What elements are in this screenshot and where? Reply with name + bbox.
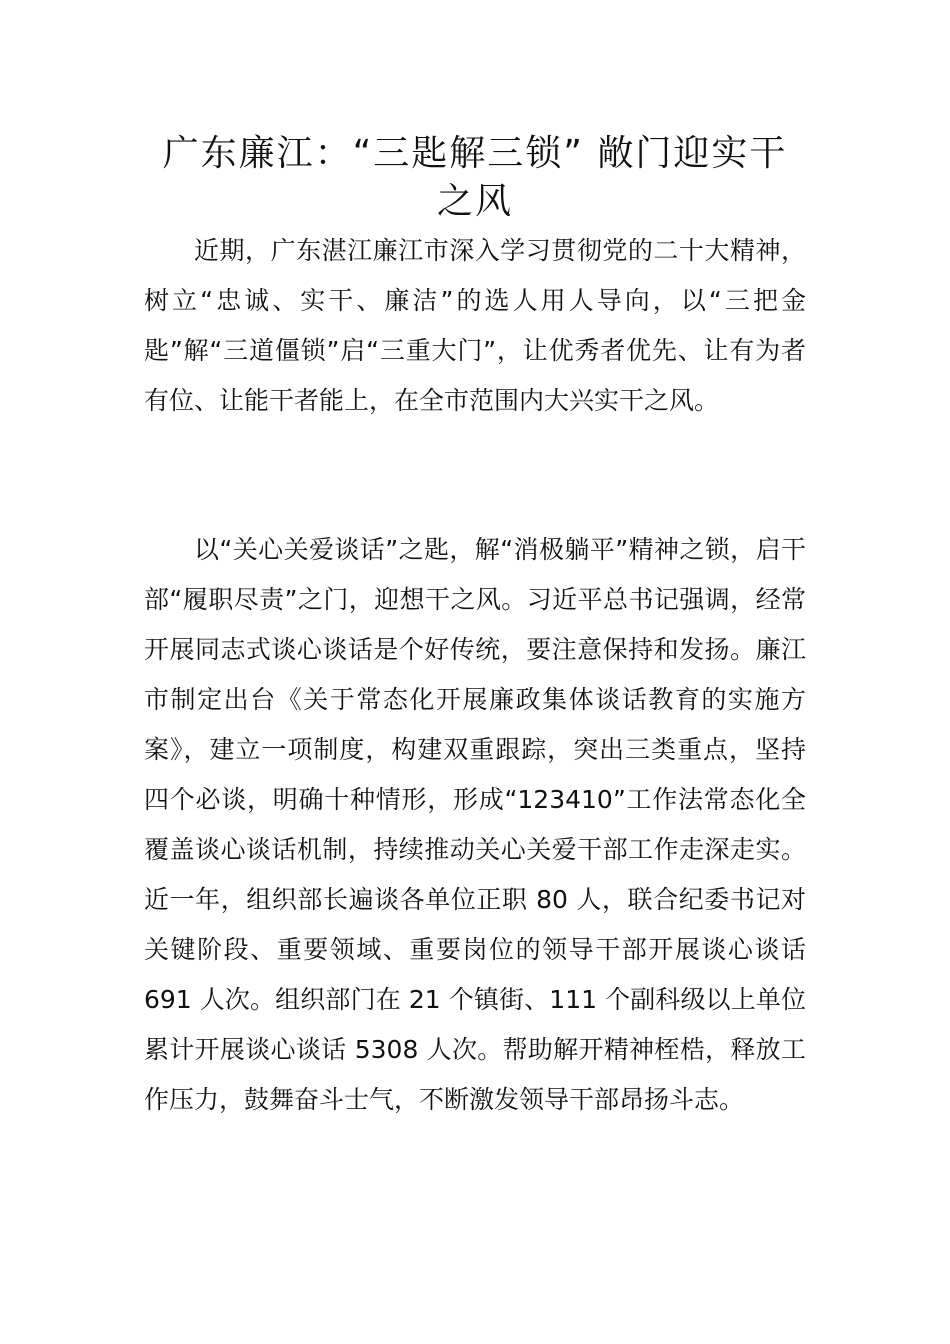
document-title: 广东廉江：“三匙解三锁” 敞门迎实干之风 (162, 133, 788, 222)
paragraph-first-key: 以“关心关爱谈话”之匙，解“消极躺平”精神之锁，启干部“履职尽责”之门，迎想干之风。习近平总书记强调，经常开展同志式谈心谈话是个好传统，要注意保持和发扬。廉江市制定出台《关于常态化开展廉政集体谈话教育的实施方案》，建立一项制度，构建双重跟踪，突出三类重点，坚持四个必谈，明确十种情形，形成“123410”工作法常态化全覆盖谈心谈话机制，持续推动关心关爱干部工作走深走实。近一年，组织部长遍谈各单位正职 80 人，联合纪委书记对关键阶段、重要领域、重要岗位的领导干部开展谈心谈话 691 人次。组织部门在 21 个镇街、111 个副科级以上单位累计开展谈心谈话 5308 人次。帮助解开精神桎梏，释放工作压力，鼓舞奋斗士气，不断激发领导干部昂扬斗志。 (144, 535, 806, 1114)
paragraph-intro: 近期，广东湛江廉江市深入学习贯彻党的二十大精神，树立“忠诚、实干、廉洁”的选人用人导向，以“三把金匙”解“三道僵锁”启“三重大门”，让优秀者优先、让有为者有位、让能干者能上，在全市范围内大兴实干之风。 (144, 236, 806, 415)
